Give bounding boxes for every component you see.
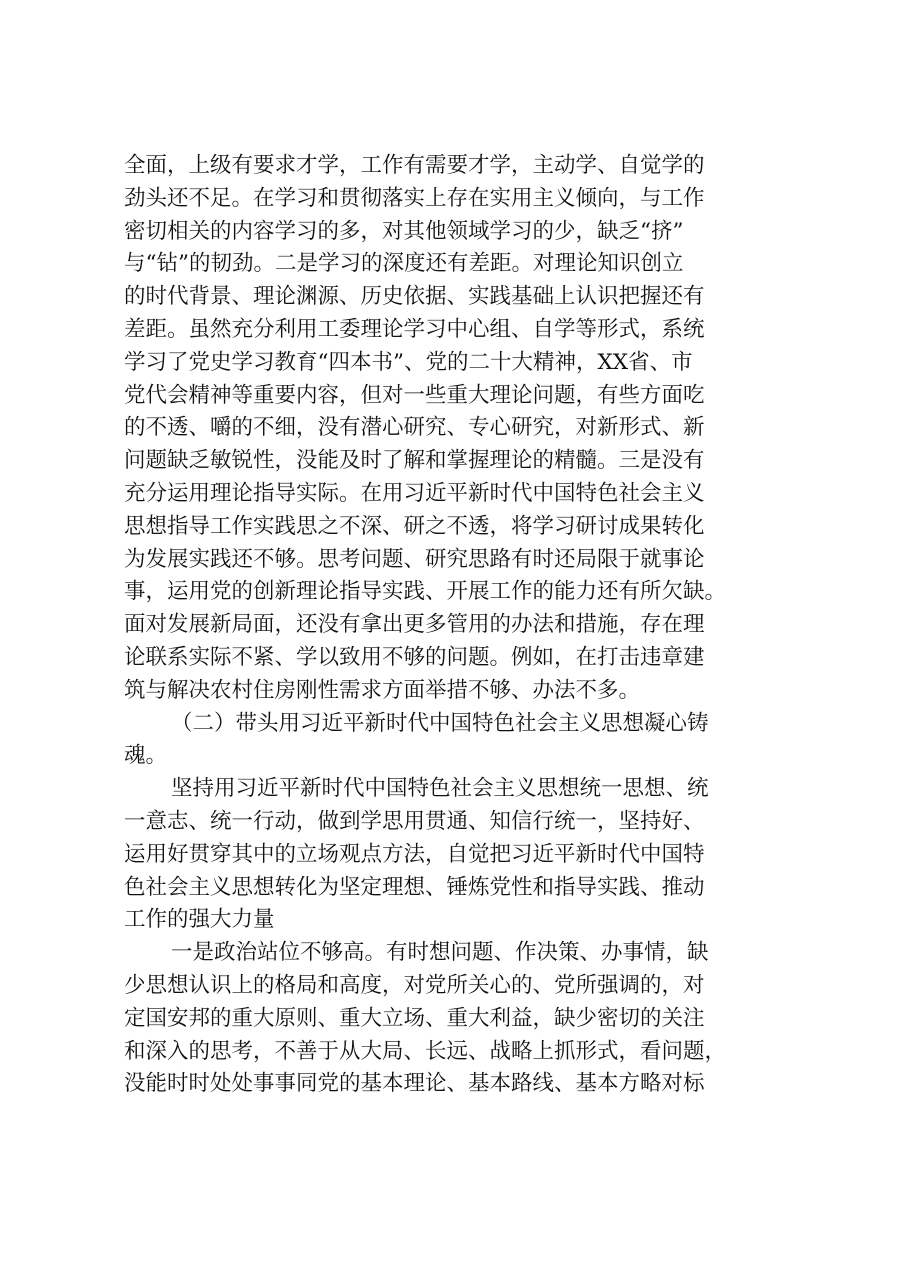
- text-line: 事，运用党的创新理论指导实践、开展工作的能力还有所欠缺。: [124, 579, 727, 605]
- text-line: 少思想认识上的格局和高度，对党所关心的、党所强调的，对: [124, 972, 705, 998]
- text-line: 为发展实践还不够。思考问题、研究思路有时还局限于就事论: [124, 546, 705, 572]
- text-line: 面对发展新局面，还没有拿出更多管用的办法和措施，存在理: [124, 612, 705, 638]
- text-line: 工作的强大力量: [124, 907, 275, 933]
- text-line: 思想指导工作实践思之不深、研之不透，将学习研讨成果转化: [124, 513, 705, 539]
- text-line: 没能时时处处事事同党的基本理论、基本路线、基本方略对标: [124, 1071, 705, 1097]
- text-line: 论联系实际不紧、学以致用不够的问题。例如，在打击违章建: [124, 644, 705, 670]
- text-line: 一是政治站位不够高。有时想问题、作决策、办事情，缺: [171, 940, 709, 966]
- text-line: 全面，上级有要求才学，工作有需要才学，主动学、自觉学的: [124, 153, 705, 178]
- text-line: 学习了党史学习教育“四本书”、党的二十大精神，XX省、市: [124, 349, 693, 375]
- document-body: [124, 150, 804, 1101]
- text-line: 一意志、统一行动，做到学思用贯通、知信行统一，坚持好、: [124, 808, 705, 834]
- text-line: 和深入的思考，不善于从大局、长远、战略上抓形式，看问题，: [124, 1038, 727, 1064]
- text-line: 筑与解决农村住房刚性需求方面举措不够、办法不多。: [124, 677, 641, 703]
- text-line: 与“钻”的韧劲。二是学习的深度还有差距。对理论知识创立: [124, 251, 684, 277]
- text-line: 党代会精神等重要内容，但对一些重大理论问题，有些方面吃: [124, 382, 705, 408]
- text-line: 的不透、嚼的不细，没有潜心研究、专心研究，对新形式、新: [124, 415, 705, 441]
- text-line: 充分运用理论指导实际。在用习近平新时代中国特色社会主义: [124, 480, 705, 506]
- text-line: 劲头还不足。在学习和贯彻落实上存在实用主义倾向，与工作: [124, 185, 705, 211]
- text-line: 问题缺乏敏锐性，没能及时了解和掌握理论的精髓。三是没有: [124, 448, 705, 474]
- text-line: 运用好贯穿其中的立场观点方法，自觉把习近平新时代中国特: [124, 841, 705, 867]
- text-line: 密切相关的内容学习的多，对其他领域学习的少，缺乏“挤”: [124, 218, 684, 244]
- text-line: 坚持用习近平新时代中国特色社会主义思想统一思想、统: [171, 776, 709, 802]
- text-line: 色社会主义思想转化为坚定理想、锤炼党性和指导实践、推动: [124, 874, 705, 900]
- text-line: 差距。虽然充分利用工委理论学习中心组、自学等形式，系统: [124, 316, 705, 342]
- text-line: 定国安邦的重大原则、重大立场、重大利益，缺少密切的关注: [124, 1005, 705, 1031]
- text-line: 的时代背景、理论渊源、历史依据、实践基础上认识把握还有: [124, 284, 705, 310]
- text-line: 魂。: [124, 743, 168, 769]
- text-line: （二）带头用习近平新时代中国特色社会主义思想凝心铸: [171, 710, 709, 736]
